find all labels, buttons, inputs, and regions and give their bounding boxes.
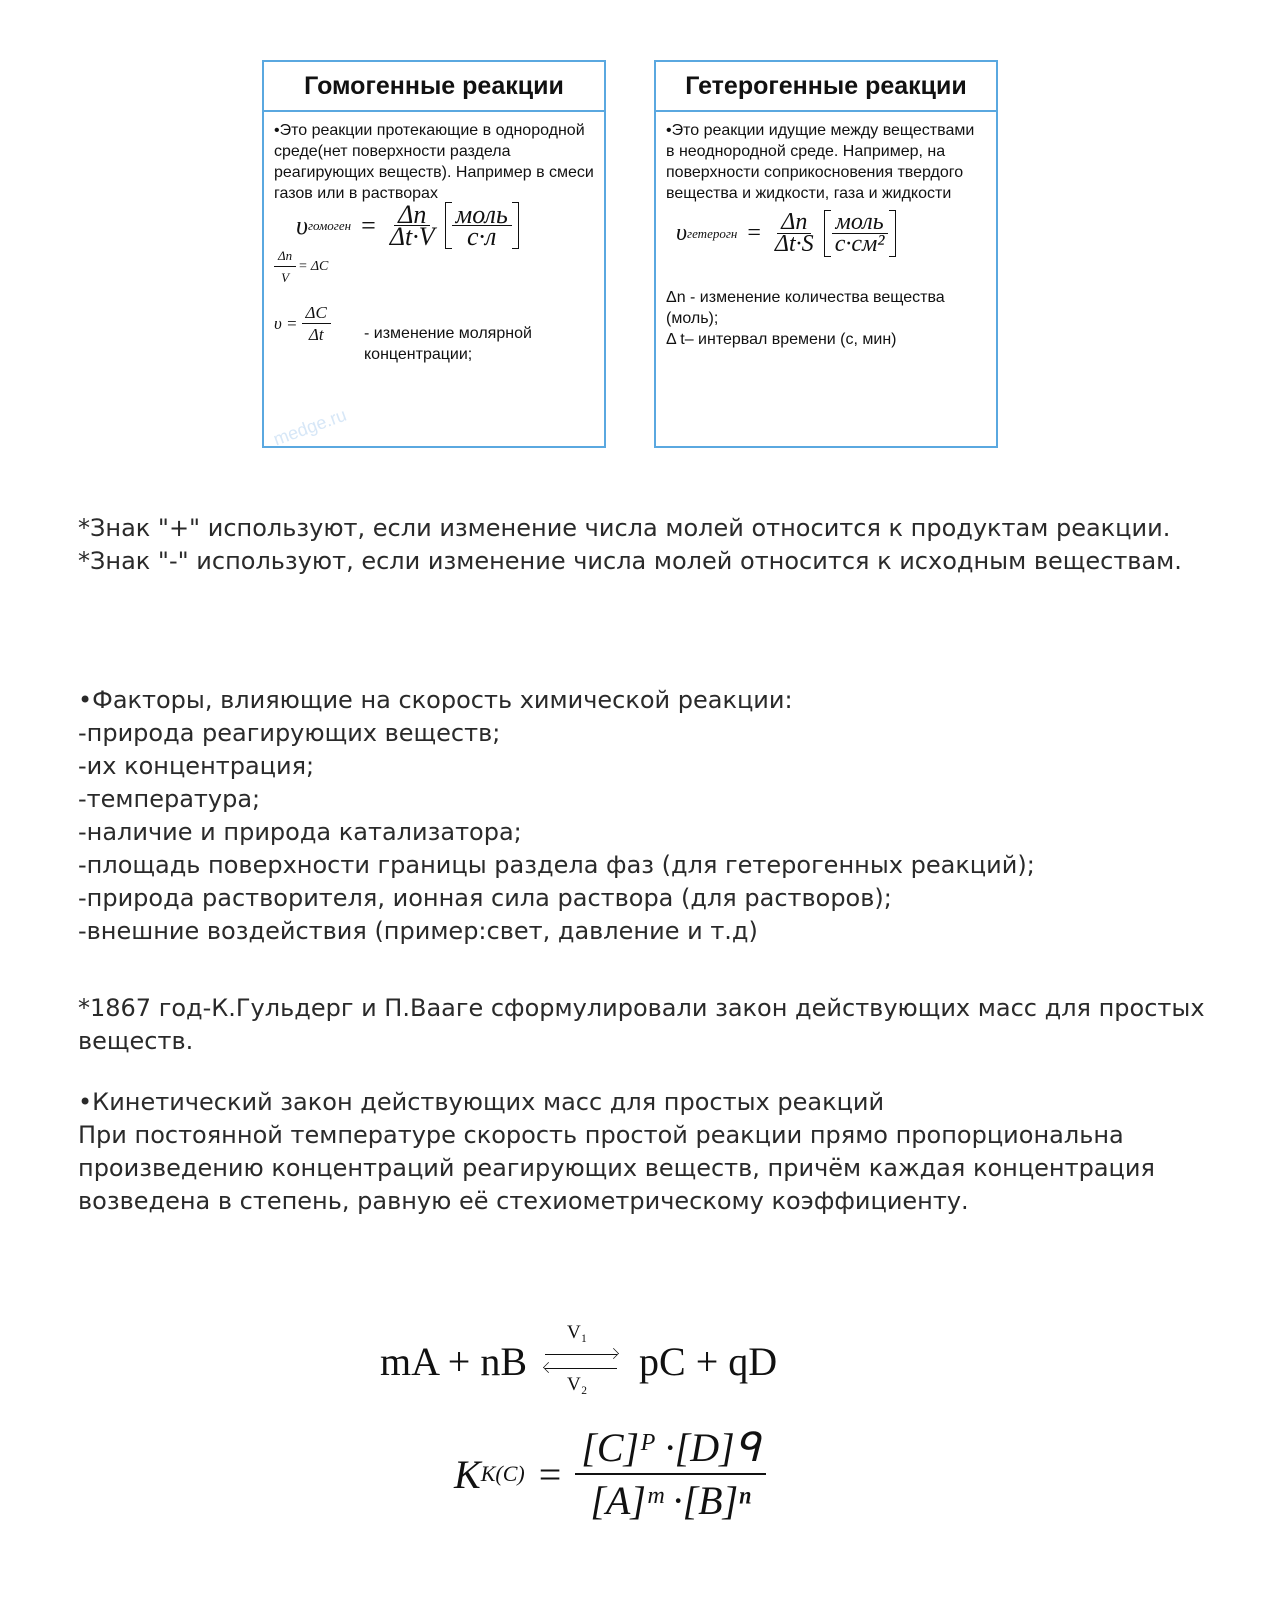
history-text: *1867 год-К.Гульдерг и П.Вааге сформулировали закон действующих масс для простых веществ. [78, 994, 1205, 1055]
factor-item: -природа реагирующих веществ; [78, 719, 501, 747]
unit-numerator: моль [832, 212, 888, 234]
card-body [264, 112, 604, 365]
k-superscript: K(C) [480, 1461, 525, 1486]
reverse-rate-label: V₂ [567, 1374, 588, 1395]
factor-item: -площадь поверхности границы раздела фаз (для гетерогенных реакций); [78, 851, 1035, 879]
card-body [656, 112, 996, 350]
card-description: •Это реакции идущие между веществами в неоднородной среде. Например, на поверхности соприкосновения твердого вещества и жидкости, газа и жидкости [666, 122, 975, 202]
law-text: При постоянной температуре скорость простой реакции прямо пропорциональна произведению концентраций реагирующих веществ, причём каждая концентрация возведена в степень, равную её стехиометрическому коэффициенту. [78, 1121, 1155, 1215]
fraction-denominator: Δt·V [389, 222, 435, 251]
concentration-relation [274, 245, 594, 288]
small-denominator: V [281, 270, 290, 285]
factor-item: -температура; [78, 785, 261, 813]
small-numerator: Δn [274, 245, 296, 267]
v2-numerator: ΔC [302, 302, 331, 324]
fraction-numerator: Δn [394, 204, 430, 226]
note-delta-t: Δ t– интервал времени (с, мин) [666, 331, 897, 348]
small-equation-rhs: = ΔC [298, 259, 329, 274]
forward-arrow-icon [545, 1354, 617, 1355]
card-title: Гетерогенные реакции [656, 62, 996, 112]
k-denominator: [A]ᵐ ·[B]ⁿ [590, 1478, 751, 1523]
reaction-equation [380, 1322, 778, 1396]
card-description: •Это реакции протекающие в однородной среде(нет поверхности раздела реагирующих веществ). Например в смеси газов или в растворах [274, 122, 594, 202]
unit-numerator: моль [452, 204, 512, 226]
factor-item: -природа растворителя, ионная сила раствора (для растворов); [78, 884, 892, 912]
equation-block [380, 1306, 900, 1536]
law-section [78, 1086, 1218, 1218]
factors-title: •Факторы, влияющие на скорость химической реакции: [78, 686, 793, 714]
unit-bracket [445, 202, 519, 249]
rate-explanation: - изменение молярной концентрации; [364, 325, 532, 363]
factors-section [78, 684, 1218, 948]
v2-denominator: Δt [308, 325, 324, 344]
k-symbol: K [454, 1451, 481, 1497]
rate-formula: υ гетерогн = $\frac{\Delta n}{\Delta t\cdot S}$ $\frac{\text{моль}}{\text{с·см²}}$ [666, 210, 986, 257]
watermark: medge.ru [270, 404, 350, 450]
history-note [78, 992, 1218, 1058]
factor-item: -их концентрация; [78, 752, 315, 780]
formula-subscript: гомоген [307, 218, 352, 233]
note-delta-n: Δn - изменение количества вещества (моль); [666, 289, 945, 327]
formula-fraction [386, 200, 439, 251]
unit-denominator: с·л [467, 222, 497, 251]
card-homogeneous [262, 60, 606, 448]
sign-plus-note: *Знак "+" используют, если изменение числа молей относится к продуктам реакции. [78, 514, 1171, 542]
rate-formula: υ гомоген = $\frac{\Delta n}{\Delta t\cdot V}$ $\frac{\text{моль}}{с\cdot л}$ [274, 202, 594, 249]
equilibrium-constant-equation: K K(C) = $\frac{\text{[C]ᴾ ·[D]ᑫ}}{\text{[A]ᵐ ·[B]ⁿ}}$ [454, 1424, 766, 1524]
card-title: Гомогенные реакции [264, 62, 604, 112]
k-fraction [575, 1424, 766, 1524]
factor-item: -наличие и природа катализатора; [78, 818, 522, 846]
law-title: •Кинетический закон действующих масс для простых реакций [78, 1088, 885, 1116]
products: pC + qD [639, 1338, 778, 1384]
card-heterogeneous [654, 60, 998, 448]
reactants: mA + nB [380, 1338, 528, 1384]
rate-by-concentration: υ = $\frac{\Delta C}{\Delta t}$ [274, 302, 594, 345]
fraction-denominator: Δt·S [774, 231, 814, 257]
formula-subscript: гетерогн [687, 226, 738, 241]
fraction-numerator: Δn [777, 212, 811, 234]
sign-notes [78, 512, 1218, 578]
reverse-arrow-icon [545, 1368, 617, 1369]
unit-bracket [824, 210, 896, 257]
factor-item: -внешние воздействия (пример:свет, давление и т.д) [78, 917, 758, 945]
forward-rate-label: V₁ [567, 1322, 588, 1343]
sign-minus-note: *Знак "-" используют, если изменение числа молей относится к исходным веществам. [78, 547, 1182, 575]
unit-denominator: с·см² [834, 231, 885, 257]
formula-fraction [771, 209, 818, 257]
k-numerator: [C]ᴾ ·[D]ᑫ [575, 1424, 766, 1475]
equilibrium-arrows-icon [543, 1322, 623, 1396]
